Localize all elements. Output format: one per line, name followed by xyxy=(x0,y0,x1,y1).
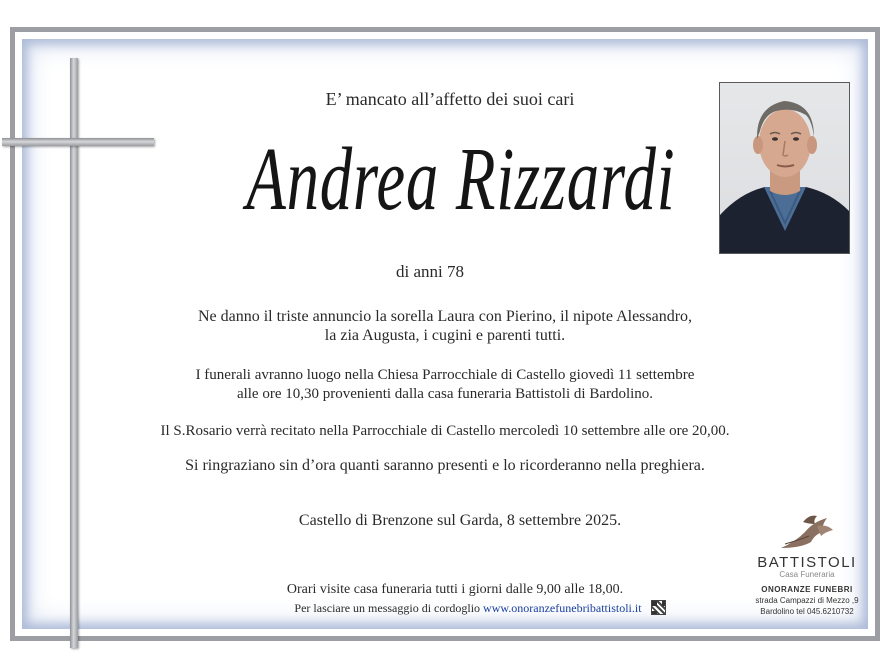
thanks-text: Si ringraziano sin d’ora quanti saranno presenti e lo ricorderanno nella preghiera. xyxy=(185,457,705,474)
funeral-paragraph xyxy=(120,366,770,404)
age-text: di anni 78 xyxy=(396,262,464,281)
logo-subtitle: Casa Funeraria xyxy=(779,570,835,579)
condolence-link[interactable]: www.onoranzefunebribattistoli.it xyxy=(483,601,642,615)
intro-text: E’ mancato all’affetto dei suoi cari xyxy=(325,89,575,109)
condolence-message-line xyxy=(240,600,720,616)
logo-service: ONORANZE FUNEBRI xyxy=(761,585,853,594)
battistoli-logo-icon xyxy=(775,512,839,552)
announcement-paragraph xyxy=(120,307,770,345)
place-date: Castello di Brenzone sul Garda, 8 settembre 2025. xyxy=(298,512,622,529)
announcement-line: Ne danno il triste annuncio la sorella Laura con Pierino, il nipote Alessandro, xyxy=(197,308,693,325)
funeral-line: alle ore 10,30 provenienti dalla casa funeraria Battistoli di Bardolino. xyxy=(236,386,654,402)
battistoli-logo xyxy=(748,512,866,617)
announcement-line: la zia Augusta, i cugini e parenti tutti. xyxy=(324,327,566,344)
rosary-text: Il S.Rosario verrà recitato nella Parrocchiale di Castello mercoledì 10 settembre alle ore 20,00. xyxy=(160,423,730,439)
qr-code-icon[interactable] xyxy=(651,600,666,615)
logo-name: BATTISTOLI xyxy=(757,554,857,571)
visiting-hours: Orari visite casa funeraria tutti i giorni dalle 9,00 alle 18,00. xyxy=(286,582,624,597)
cross-icon-arm xyxy=(2,138,154,146)
logo-address: strada Campazzi di Mezzo ,9 xyxy=(755,596,859,605)
deceased-name: Andrea Rizzardi xyxy=(246,130,676,229)
condolence-prefix: Per lasciare un messaggio di cordoglio xyxy=(294,601,481,615)
cross-icon xyxy=(70,58,78,648)
funeral-line: I funerali avranno luogo nella Chiesa Parrocchiale di Castello giovedì 11 settembre xyxy=(195,367,695,383)
portrait-photo xyxy=(719,82,850,254)
logo-phone: Bardolino tel 045.6210732 xyxy=(760,607,854,616)
